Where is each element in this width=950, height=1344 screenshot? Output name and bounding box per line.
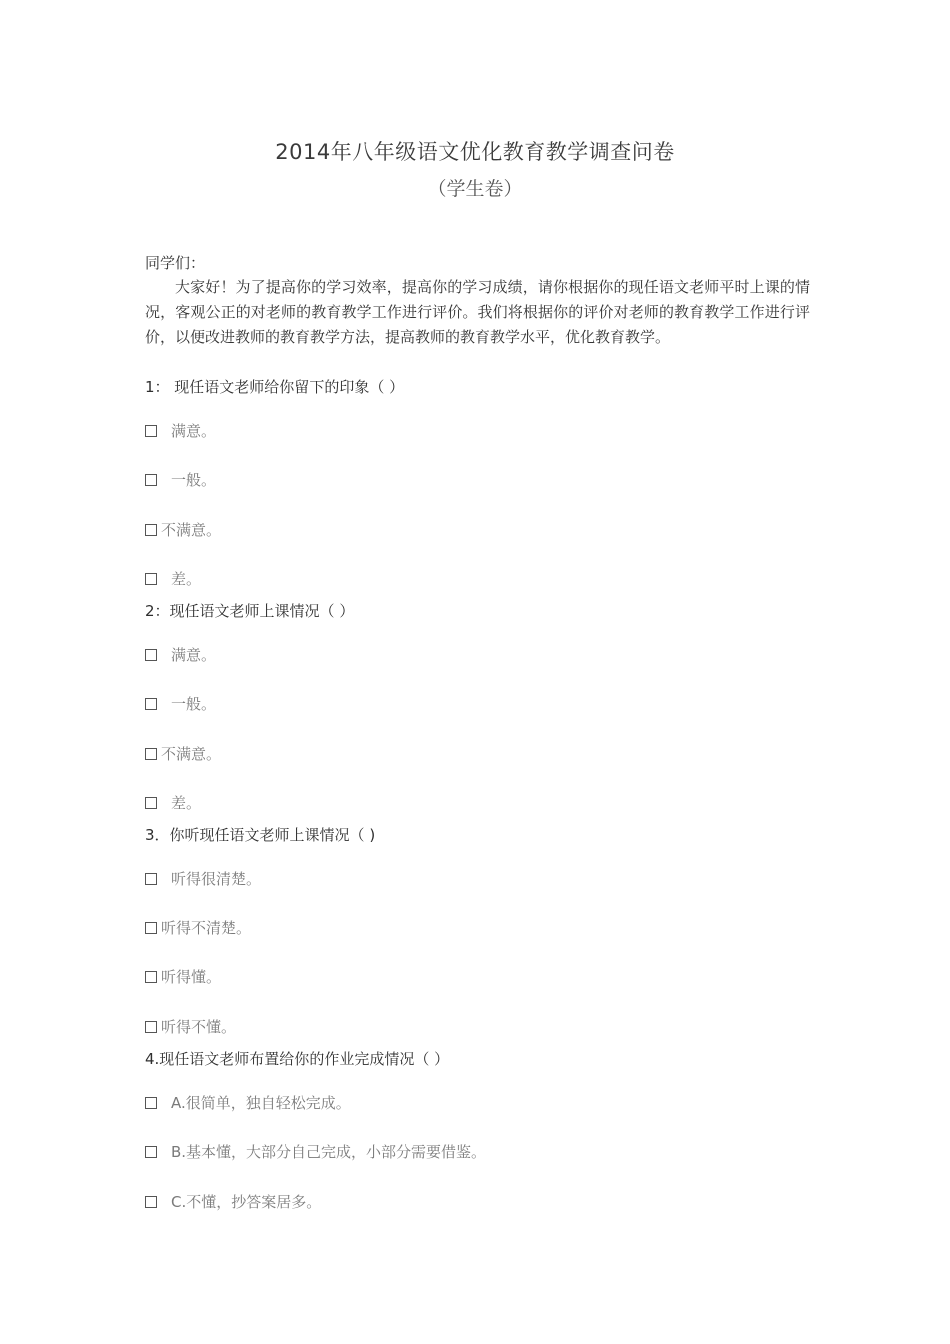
intro-paragraph: 大家好！为了提高你的学习效率，提高你的学习成绩，请你根据你的现任语文老师平时上课的情况，客观公正的对老师的教育教学工作进行评价。我们将根据你的评价对老师的教育教学工作进行评价，以便改进教师的教育教学方法，提高教师的教育教学水平，优化教育教学。: [145, 278, 810, 346]
question-1-label: 1： 现任语文老师给你留下的印象（ ）: [145, 378, 405, 396]
option-label: 差。: [171, 570, 202, 588]
checkbox-icon[interactable]: [145, 873, 157, 885]
option-label: A.很简单，独自轻松完成。: [171, 1094, 351, 1112]
q2-option-1[interactable]: [145, 644, 216, 665]
q3-option-4[interactable]: [145, 1016, 236, 1037]
option-label: 满意。: [171, 646, 217, 664]
q1-option-2[interactable]: [145, 469, 216, 490]
option-label: 不满意。: [161, 521, 222, 539]
checkbox-icon[interactable]: [145, 425, 157, 437]
checkbox-icon[interactable]: [145, 971, 157, 983]
q3-option-3[interactable]: [145, 966, 221, 987]
checkbox-icon[interactable]: [145, 922, 157, 934]
checkbox-icon[interactable]: [145, 748, 157, 760]
option-label: 差。: [171, 794, 202, 812]
q1-option-3[interactable]: [145, 519, 221, 540]
checkbox-icon[interactable]: [145, 1196, 157, 1208]
q2-option-4[interactable]: [145, 792, 201, 813]
q4-option-c[interactable]: [145, 1191, 321, 1212]
checkbox-icon[interactable]: [145, 1146, 157, 1158]
option-label: 不满意。: [161, 745, 222, 763]
document-title: 2014年八年级语文优化教育教学调查问卷: [275, 140, 675, 164]
question-4-label: 4.现任语文老师布置给你的作业完成情况（ ）: [145, 1050, 450, 1068]
option-label: C.不懂，抄答案居多。: [171, 1193, 322, 1211]
checkbox-icon[interactable]: [145, 698, 157, 710]
q1-option-4[interactable]: [145, 568, 201, 589]
question-3-label: 3．你听现任语文老师上课情况（ ): [145, 826, 376, 844]
checkbox-icon[interactable]: [145, 797, 157, 809]
option-label: 听得不清楚。: [161, 919, 252, 937]
q3-option-2[interactable]: [145, 917, 251, 938]
option-label: 一般。: [171, 695, 217, 713]
q2-option-2[interactable]: [145, 693, 216, 714]
checkbox-icon[interactable]: [145, 1097, 157, 1109]
checkbox-icon[interactable]: [145, 649, 157, 661]
q4-option-b[interactable]: [145, 1141, 486, 1162]
greeting: 同学们：: [145, 254, 206, 272]
q3-option-1[interactable]: [145, 868, 261, 889]
option-label: B.基本懂，大部分自己完成，小部分需要借鉴。: [171, 1143, 487, 1161]
checkbox-icon[interactable]: [145, 474, 157, 486]
document-subtitle: （学生卷）: [427, 178, 523, 200]
option-label: 听得不懂。: [161, 1018, 237, 1036]
option-label: 一般。: [171, 471, 217, 489]
option-label: 听得很清楚。: [171, 870, 262, 888]
option-label: 听得懂。: [161, 968, 222, 986]
option-label: 满意。: [171, 422, 217, 440]
checkbox-icon[interactable]: [145, 1021, 157, 1033]
q2-option-3[interactable]: [145, 743, 221, 764]
checkbox-icon[interactable]: [145, 573, 157, 585]
q4-option-a[interactable]: [145, 1092, 351, 1113]
q1-option-1[interactable]: [145, 420, 216, 441]
checkbox-icon[interactable]: [145, 524, 157, 536]
question-2-label: 2：现任语文老师上课情况（ ）: [145, 602, 355, 620]
